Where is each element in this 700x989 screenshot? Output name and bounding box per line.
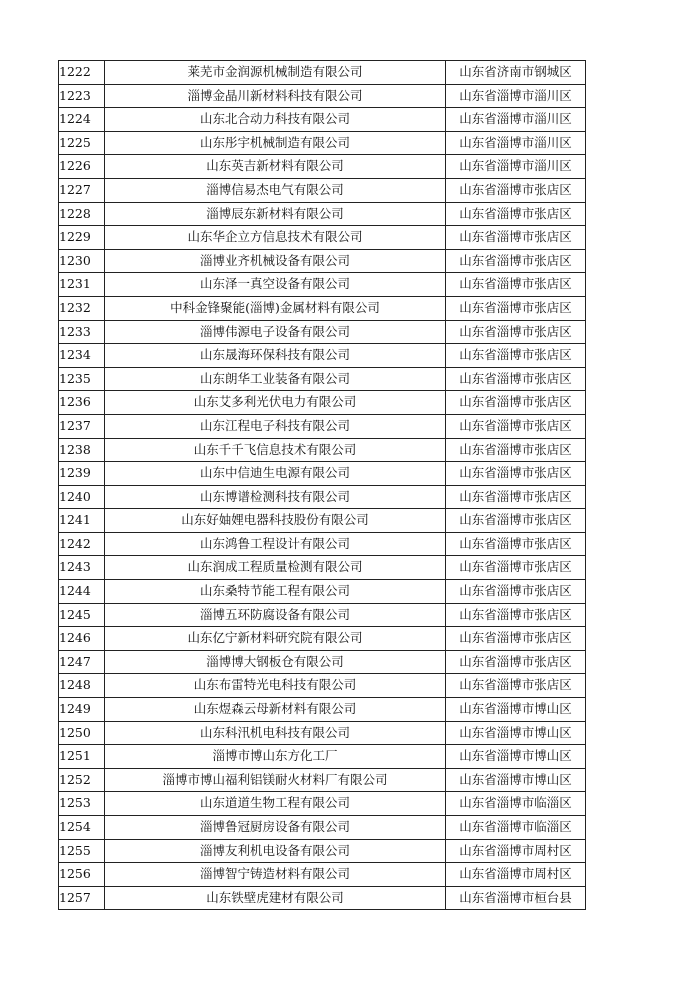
row-number-cell: 1230	[59, 249, 105, 273]
table-row	[59, 249, 586, 273]
region-cell: 山东省淄博市张店区	[446, 391, 586, 415]
row-number-cell: 1257	[59, 886, 105, 910]
company-name-cell: 淄博智宁铸造材料有限公司	[105, 863, 446, 887]
region-cell: 山东省淄博市张店区	[446, 344, 586, 368]
region-cell: 山东省淄博市博山区	[446, 698, 586, 722]
row-number-cell: 1227	[59, 178, 105, 202]
table-row	[59, 61, 586, 85]
row-number-cell: 1245	[59, 603, 105, 627]
table-row	[59, 438, 586, 462]
table-row	[59, 839, 586, 863]
row-number-cell: 1237	[59, 414, 105, 438]
company-name-cell: 山东亿宁新材料研究院有限公司	[105, 627, 446, 651]
region-cell: 山东省淄博市张店区	[446, 273, 586, 297]
row-number-cell: 1251	[59, 745, 105, 769]
row-number-cell: 1252	[59, 768, 105, 792]
table-row	[59, 509, 586, 533]
row-number-cell: 1232	[59, 296, 105, 320]
row-number-cell: 1228	[59, 202, 105, 226]
row-number-cell: 1244	[59, 580, 105, 604]
company-name-cell: 山东桑特节能工程有限公司	[105, 580, 446, 604]
table-row	[59, 768, 586, 792]
row-number-cell: 1248	[59, 674, 105, 698]
company-name-cell: 山东博谱检测科技有限公司	[105, 485, 446, 509]
company-name-cell: 山东泽一真空设备有限公司	[105, 273, 446, 297]
row-number-cell: 1253	[59, 792, 105, 816]
table-row	[59, 108, 586, 132]
region-cell: 山东省淄博市张店区	[446, 485, 586, 509]
table-row	[59, 745, 586, 769]
region-cell: 山东省淄博市张店区	[446, 296, 586, 320]
row-number-cell: 1247	[59, 650, 105, 674]
region-cell: 山东省淄博市张店区	[446, 674, 586, 698]
region-cell: 山东省淄博市博山区	[446, 745, 586, 769]
region-cell: 山东省淄博市周村区	[446, 863, 586, 887]
row-number-cell: 1254	[59, 816, 105, 840]
region-cell: 山东省淄博市博山区	[446, 721, 586, 745]
table-row	[59, 886, 586, 910]
company-name-cell: 山东鸿鲁工程设计有限公司	[105, 532, 446, 556]
table-row	[59, 863, 586, 887]
table-row	[59, 131, 586, 155]
row-number-cell: 1226	[59, 155, 105, 179]
region-cell: 山东省淄博市张店区	[446, 603, 586, 627]
company-name-cell: 淄博金晶川新材料科技有限公司	[105, 84, 446, 108]
row-number-cell: 1224	[59, 108, 105, 132]
table-row	[59, 627, 586, 651]
region-cell: 山东省淄博市张店区	[446, 556, 586, 580]
table-row	[59, 320, 586, 344]
company-name-cell: 山东千千飞信息技术有限公司	[105, 438, 446, 462]
company-name-cell: 山东中信迪生电源有限公司	[105, 462, 446, 486]
company-name-cell: 山东北合动力科技有限公司	[105, 108, 446, 132]
company-name-cell: 莱芜市金润源机械制造有限公司	[105, 61, 446, 85]
table-row	[59, 344, 586, 368]
row-number-cell: 1250	[59, 721, 105, 745]
row-number-cell: 1246	[59, 627, 105, 651]
company-name-cell: 山东道道生物工程有限公司	[105, 792, 446, 816]
table-row	[59, 650, 586, 674]
company-name-cell: 淄博五环防腐设备有限公司	[105, 603, 446, 627]
company-name-cell: 山东朗华工业装备有限公司	[105, 367, 446, 391]
row-number-cell: 1225	[59, 131, 105, 155]
row-number-cell: 1235	[59, 367, 105, 391]
row-number-cell: 1242	[59, 532, 105, 556]
table-body	[59, 61, 586, 910]
table-row	[59, 580, 586, 604]
row-number-cell: 1256	[59, 863, 105, 887]
region-cell: 山东省淄博市张店区	[446, 202, 586, 226]
table-row	[59, 202, 586, 226]
row-number-cell: 1241	[59, 509, 105, 533]
table-row	[59, 674, 586, 698]
region-cell: 山东省淄博市张店区	[446, 438, 586, 462]
table-row	[59, 273, 586, 297]
table-row	[59, 391, 586, 415]
company-name-cell: 山东好妯娌电器科技股份有限公司	[105, 509, 446, 533]
company-name-cell: 淄博市博山福利铝镁耐火材料厂有限公司	[105, 768, 446, 792]
table-row	[59, 178, 586, 202]
row-number-cell: 1236	[59, 391, 105, 415]
row-number-cell: 1229	[59, 226, 105, 250]
row-number-cell: 1223	[59, 84, 105, 108]
row-number-cell: 1231	[59, 273, 105, 297]
row-number-cell: 1239	[59, 462, 105, 486]
table-row	[59, 414, 586, 438]
region-cell: 山东省淄博市张店区	[446, 414, 586, 438]
row-number-cell: 1234	[59, 344, 105, 368]
company-name-cell: 淄博辰东新材料有限公司	[105, 202, 446, 226]
table-row	[59, 721, 586, 745]
region-cell: 山东省淄博市张店区	[446, 509, 586, 533]
region-cell: 山东省淄博市桓台县	[446, 886, 586, 910]
company-name-cell: 山东润成工程质量检测有限公司	[105, 556, 446, 580]
row-number-cell: 1243	[59, 556, 105, 580]
company-name-cell: 淄博伟源电子设备有限公司	[105, 320, 446, 344]
region-cell: 山东省淄博市张店区	[446, 367, 586, 391]
region-cell: 山东省淄博市张店区	[446, 580, 586, 604]
region-cell: 山东省淄博市张店区	[446, 650, 586, 674]
table-row	[59, 603, 586, 627]
region-cell: 山东省淄博市张店区	[446, 532, 586, 556]
company-name-cell: 山东英吉新材料有限公司	[105, 155, 446, 179]
region-cell: 山东省淄博市淄川区	[446, 155, 586, 179]
region-cell: 山东省淄博市张店区	[446, 226, 586, 250]
company-name-cell: 山东华企立方信息技术有限公司	[105, 226, 446, 250]
table-row	[59, 226, 586, 250]
row-number-cell: 1249	[59, 698, 105, 722]
company-name-cell: 山东晟海环保科技有限公司	[105, 344, 446, 368]
table-row	[59, 532, 586, 556]
region-cell: 山东省淄博市张店区	[446, 178, 586, 202]
company-name-cell: 淄博友利机电设备有限公司	[105, 839, 446, 863]
region-cell: 山东省淄博市临淄区	[446, 792, 586, 816]
region-cell: 山东省淄博市临淄区	[446, 816, 586, 840]
table-row	[59, 155, 586, 179]
table-row	[59, 792, 586, 816]
region-cell: 山东省济南市钢城区	[446, 61, 586, 85]
table-row	[59, 84, 586, 108]
company-name-cell: 中科金锋聚能(淄博)金属材料有限公司	[105, 296, 446, 320]
table-row	[59, 462, 586, 486]
company-name-cell: 山东彤宇机械制造有限公司	[105, 131, 446, 155]
table-row	[59, 698, 586, 722]
region-cell: 山东省淄博市淄川区	[446, 84, 586, 108]
region-cell: 山东省淄博市张店区	[446, 627, 586, 651]
company-name-cell: 山东铁壁虎建材有限公司	[105, 886, 446, 910]
company-name-cell: 山东艾多利光伏电力有限公司	[105, 391, 446, 415]
company-name-cell: 山东煜森云母新材料有限公司	[105, 698, 446, 722]
table-row	[59, 816, 586, 840]
company-name-cell: 淄博市博山东方化工厂	[105, 745, 446, 769]
row-number-cell: 1240	[59, 485, 105, 509]
table-row	[59, 296, 586, 320]
region-cell: 山东省淄博市博山区	[446, 768, 586, 792]
region-cell: 山东省淄博市周村区	[446, 839, 586, 863]
region-cell: 山东省淄博市淄川区	[446, 108, 586, 132]
row-number-cell: 1255	[59, 839, 105, 863]
company-name-cell: 山东布雷特光电科技有限公司	[105, 674, 446, 698]
row-number-cell: 1233	[59, 320, 105, 344]
table-row	[59, 485, 586, 509]
table-row	[59, 556, 586, 580]
region-cell: 山东省淄博市淄川区	[446, 131, 586, 155]
region-cell: 山东省淄博市张店区	[446, 462, 586, 486]
region-cell: 山东省淄博市张店区	[446, 249, 586, 273]
company-name-cell: 淄博信易杰电气有限公司	[105, 178, 446, 202]
company-name-cell: 山东江程电子科技有限公司	[105, 414, 446, 438]
row-number-cell: 1222	[59, 61, 105, 85]
company-list-table	[58, 60, 586, 910]
company-name-cell: 淄博业齐机械设备有限公司	[105, 249, 446, 273]
company-name-cell: 淄博鲁冠厨房设备有限公司	[105, 816, 446, 840]
row-number-cell: 1238	[59, 438, 105, 462]
company-name-cell: 淄博博大钢板仓有限公司	[105, 650, 446, 674]
region-cell: 山东省淄博市张店区	[446, 320, 586, 344]
table-row	[59, 367, 586, 391]
company-name-cell: 山东科汛机电科技有限公司	[105, 721, 446, 745]
